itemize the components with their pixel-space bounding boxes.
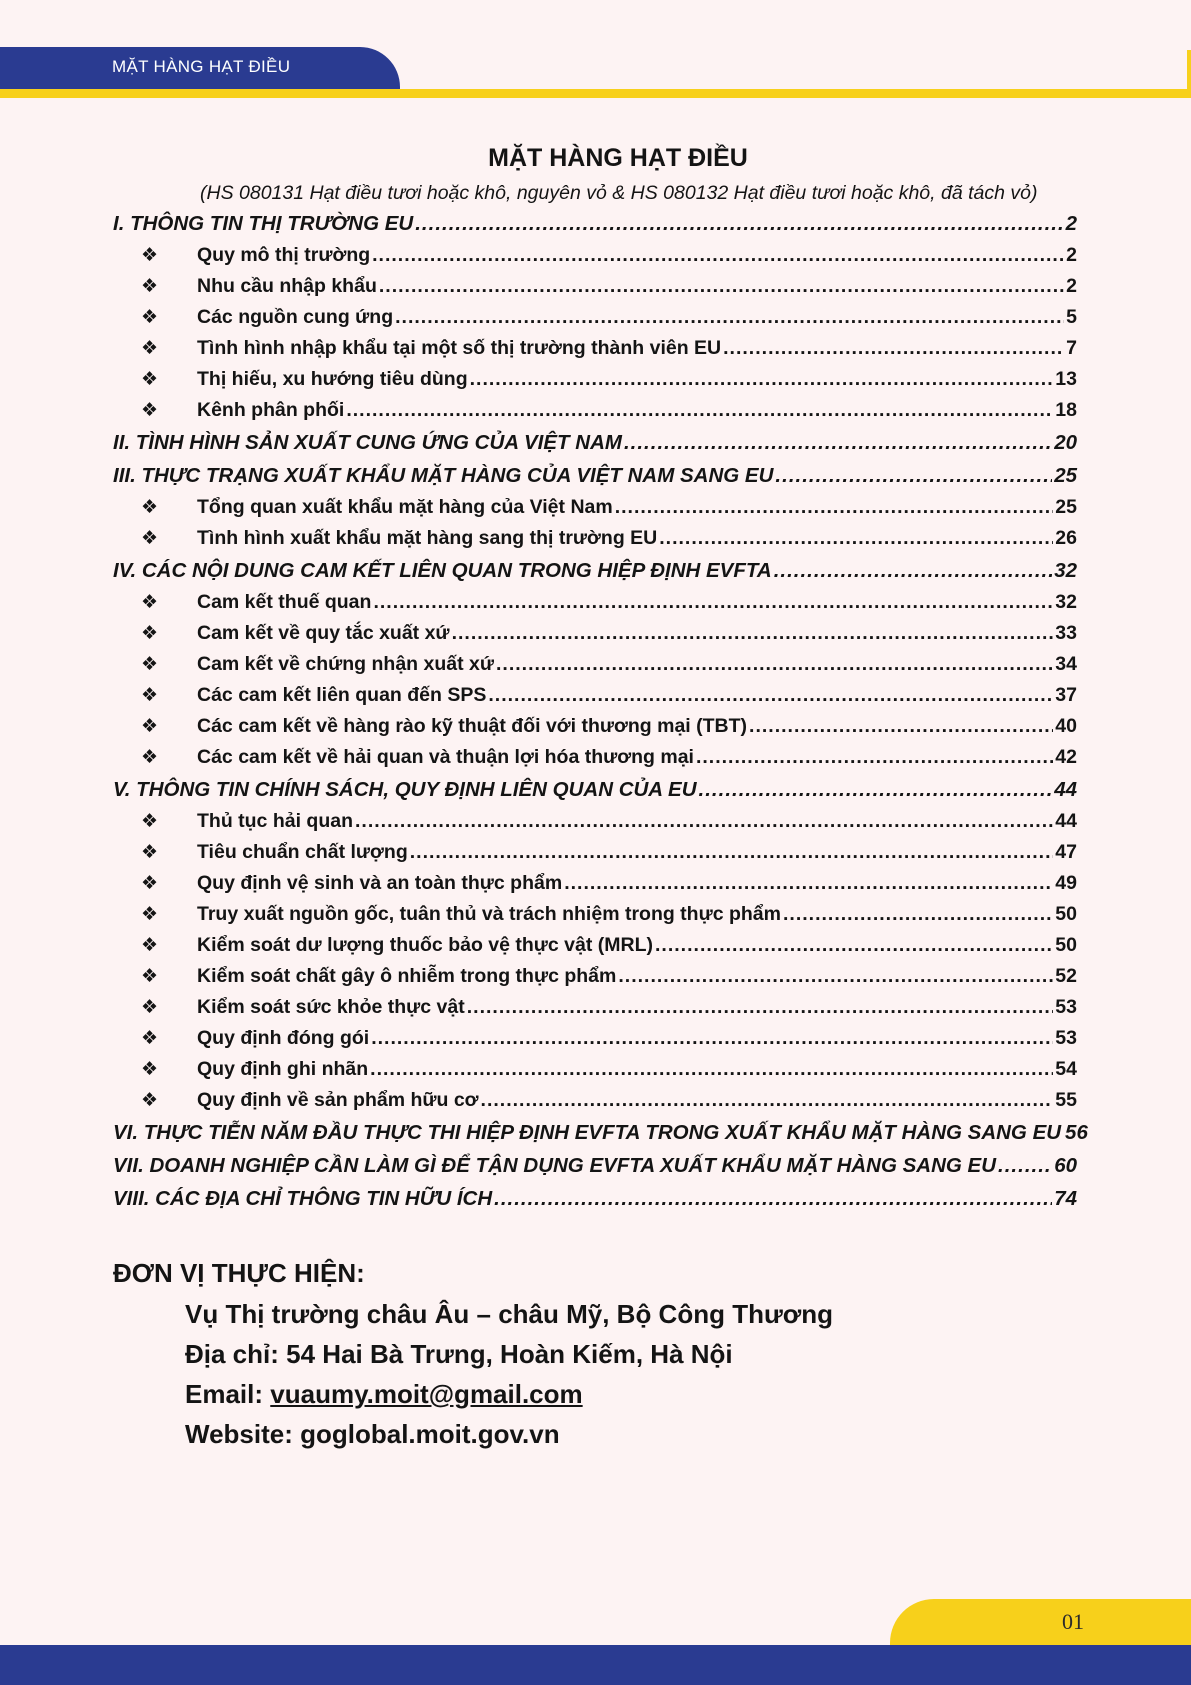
org-email [185,1379,833,1410]
toc-item[interactable] [113,399,1077,430]
address-value: 54 Hai Bà Trưng, Hoàn Kiếm, Hà Nội [286,1339,733,1369]
diamond-bullet-icon: ❖ [141,276,159,297]
page-number-tab [890,1599,1191,1649]
toc-section[interactable] [113,463,1077,496]
dot-leader [488,686,1053,706]
dot-leader [723,339,1064,359]
dot-leader [749,717,1053,737]
header-rule [0,89,1191,98]
dot-leader [494,1189,1052,1210]
page-number: 01 [1062,1609,1084,1634]
toc-label: VII. DOANH NGHIỆP CẦN LÀM GÌ ĐỂ TẬN DỤNG EVFTA XUẤT KHẨU MẶT HÀNG SANG EU [113,1154,997,1177]
toc-item[interactable] [113,810,1077,841]
toc-label: Quy mô thị trường [197,244,371,266]
diamond-bullet-icon: ❖ [141,935,159,956]
toc-item[interactable] [113,903,1077,934]
address-label: Địa chỉ: [185,1339,279,1369]
org-address [185,1339,833,1370]
toc-page-number: 25 [1055,496,1077,518]
dot-leader [624,433,1052,454]
diamond-bullet-icon: ❖ [141,811,159,832]
diamond-bullet-icon: ❖ [141,904,159,925]
toc-label: Tình hình nhập khẩu tại một số thị trường thành viên EU [197,337,722,359]
dot-leader [371,1029,1053,1049]
diamond-bullet-icon: ❖ [141,873,159,894]
diamond-bullet-icon: ❖ [141,685,159,706]
toc-label: I. THÔNG TIN THỊ TRƯỜNG EU [113,212,414,235]
toc-item[interactable] [113,244,1077,275]
diamond-bullet-icon: ❖ [141,997,159,1018]
diamond-bullet-icon: ❖ [141,1028,159,1049]
toc-section[interactable] [113,558,1077,591]
toc-item[interactable] [113,306,1077,337]
toc-label: Các cam kết liên quan đến SPS [197,684,487,706]
dot-leader [373,593,1053,613]
toc-section[interactable] [113,777,1077,810]
toc-page-number: 2 [1066,244,1077,266]
toc-label: Các nguồn cung ứng [197,306,394,328]
diamond-bullet-icon: ❖ [141,338,159,359]
page-title: MẶT HÀNG HẠT ĐIỀU [488,144,748,172]
toc-item[interactable] [113,1027,1077,1058]
toc-label: Kiểm soát dư lượng thuốc bảo vệ thực vật (MRL) [197,934,654,956]
org-name: Vụ Thị trường châu Âu – châu Mỹ, Bộ Công Thương [185,1299,834,1329]
dot-leader [783,905,1053,925]
website-label: Website: [185,1419,293,1449]
toc-label: Cam kết về chứng nhận xuất xứ [197,653,494,675]
toc-item[interactable] [113,746,1077,777]
toc-label: Kiểm soát sức khỏe thực vật [197,996,465,1018]
toc-item[interactable] [113,1058,1077,1089]
header-tab-label: MẶT HÀNG HẠT ĐIỀU [112,57,291,76]
toc-page-number: 50 [1055,903,1077,925]
dot-leader [699,780,1053,801]
toc-label: Các cam kết về hải quan và thuận lợi hóa thương mại [197,746,694,768]
toc-label: Quy định vệ sinh và an toàn thực phẩm [197,872,563,894]
toc-page-number: 20 [1054,431,1077,454]
toc-item[interactable] [113,275,1077,306]
diamond-bullet-icon: ❖ [141,369,159,390]
toc-label: Cam kết về quy tắc xuất xứ [197,622,450,644]
org-website [185,1419,833,1450]
dot-leader [618,967,1053,987]
dot-leader [355,812,1053,832]
toc-item[interactable] [113,715,1077,746]
toc-item[interactable] [113,653,1077,684]
dot-leader [395,308,1064,328]
toc-item[interactable] [113,496,1077,527]
toc-page-number: 26 [1055,527,1077,549]
organization-block [113,1258,833,1459]
email-label: Email: [185,1379,264,1409]
toc-page-number: 54 [1055,1058,1077,1080]
toc-item[interactable] [113,622,1077,653]
toc-item[interactable] [113,934,1077,965]
toc-page-number: 53 [1055,1027,1077,1049]
dot-leader [346,401,1053,421]
dot-leader [410,843,1054,863]
toc-page-number: 5 [1066,306,1077,328]
diamond-bullet-icon: ❖ [141,842,159,863]
toc-label: Kiểm soát chất gây ô nhiễm trong thực phẩm [197,965,617,987]
toc-page-number: 2 [1066,275,1077,297]
dot-leader [775,466,1052,487]
toc-label: Kênh phân phối [197,399,345,421]
toc-page-number: 53 [1055,996,1077,1018]
toc-item[interactable] [113,591,1077,622]
org-heading: ĐƠN VỊ THỰC HIỆN: [113,1258,365,1288]
toc-item[interactable] [113,337,1077,368]
toc-page-number: 47 [1055,841,1077,863]
toc-label: Nhu cầu nhập khẩu [197,275,377,297]
dot-leader [470,370,1054,390]
dot-leader [415,214,1063,235]
toc-page-number: 25 [1054,464,1077,487]
diamond-bullet-icon: ❖ [141,497,159,518]
website-value: goglobal.moit.gov.vn [300,1419,560,1449]
diamond-bullet-icon: ❖ [141,400,159,421]
email-link[interactable]: vuaumy.moit@gmail.com [270,1379,583,1409]
toc-page-number: 32 [1054,559,1077,582]
toc-section[interactable] [113,1120,1088,1153]
diamond-bullet-icon: ❖ [141,654,159,675]
toc-page-number: 18 [1055,399,1077,421]
toc-label: Các cam kết về hàng rào kỹ thuật đối với thương mại (TBT) [197,715,748,737]
diamond-bullet-icon: ❖ [141,307,159,328]
page-subtitle: (HS 080131 Hạt điều tươi hoặc khô, nguyên vỏ & HS 080132 Hạt điều tươi hoặc khô, đã tách vỏ) [200,182,1038,204]
dot-leader [659,529,1053,549]
toc-section[interactable] [113,430,1077,463]
toc-page-number: 60 [1054,1154,1077,1177]
toc-label: VI. THỰC TIỄN NĂM ĐẦU THỰC THI HIỆP ĐỊNH EVFTA TRONG XUẤT KHẨU MẶT HÀNG SANG EU [113,1121,1062,1144]
toc-label: Thị hiếu, xu hướng tiêu dùng [197,368,468,390]
dot-leader [379,277,1064,297]
dot-leader [481,1091,1054,1111]
toc-label: Tiêu chuẩn chất lượng [197,841,408,863]
toc-page-number: 50 [1055,934,1077,956]
toc-page-number: 34 [1055,653,1077,675]
footer-bar [0,1645,1191,1685]
toc-page-number: 44 [1055,810,1077,832]
toc-label: Cam kết thuế quan [197,591,372,613]
toc-label: Quy định về sản phẩm hữu cơ [197,1089,479,1111]
toc-label: V. THÔNG TIN CHÍNH SÁCH, QUY ĐỊNH LIÊN QUAN CỦA EU [113,778,697,801]
toc-label: III. THỰC TRẠNG XUẤT KHẨU MẶT HÀNG CỦA VIỆT NAM SANG EU [113,464,774,487]
toc-page-number: 13 [1055,368,1077,390]
toc-page-number: 33 [1055,622,1077,644]
dot-leader [774,561,1053,582]
toc-page-number: 40 [1055,715,1077,737]
toc-item[interactable] [113,872,1077,903]
toc-item[interactable] [113,996,1077,1027]
dot-leader [370,1060,1053,1080]
diamond-bullet-icon: ❖ [141,245,159,266]
toc-page-number: 2 [1065,212,1077,235]
toc-item[interactable] [113,684,1077,715]
diamond-bullet-icon: ❖ [141,1059,159,1080]
toc-label: Tình hình xuất khẩu mặt hàng sang thị trường EU [197,527,658,549]
toc-page-number: 52 [1055,965,1077,987]
dot-leader [372,246,1064,266]
dot-leader [564,874,1053,894]
dot-leader [452,624,1054,644]
header-right-accent [1187,50,1191,90]
toc-section[interactable] [113,1186,1077,1219]
dot-leader [615,498,1054,518]
diamond-bullet-icon: ❖ [141,528,159,549]
diamond-bullet-icon: ❖ [141,623,159,644]
toc-item[interactable] [113,1089,1077,1120]
toc-page-number: 74 [1054,1187,1077,1210]
dot-leader [496,655,1053,675]
toc-item[interactable] [113,527,1077,558]
toc-page-number: 49 [1055,872,1077,894]
toc-page-number: 7 [1066,337,1077,359]
toc-label: Thủ tục hải quan [197,810,353,832]
diamond-bullet-icon: ❖ [141,592,159,613]
diamond-bullet-icon: ❖ [141,966,159,987]
toc-section[interactable] [113,1153,1077,1186]
toc-label: Quy định ghi nhãn [197,1058,369,1080]
toc-page-number: 55 [1055,1089,1077,1111]
dot-leader [467,998,1054,1018]
toc-page-number: 56 [1065,1121,1088,1144]
toc-label: Truy xuất nguồn gốc, tuân thủ và trách nhiệm trong thực phẩm [197,903,781,925]
toc-item[interactable] [113,368,1077,399]
diamond-bullet-icon: ❖ [141,747,159,768]
toc-label: II. TÌNH HÌNH SẢN XUẤT CUNG ỨNG CỦA VIỆT NAM [113,431,622,454]
toc-item[interactable] [113,965,1077,996]
toc-label: VIII. CÁC ĐỊA CHỈ THÔNG TIN HỮU ÍCH [113,1187,493,1210]
toc-page-number: 37 [1055,684,1077,706]
toc-section[interactable] [113,211,1077,244]
dot-leader [998,1156,1052,1177]
toc-label: Quy định đóng gói [197,1027,370,1049]
toc-label: Tổng quan xuất khẩu mặt hàng của Việt Nam [197,496,613,518]
header-tab [0,47,400,89]
toc-page-number: 42 [1055,746,1077,768]
toc-label: IV. CÁC NỘI DUNG CAM KẾT LIÊN QUAN TRONG HIỆP ĐỊNH EVFTA [113,559,772,582]
table-of-contents [113,211,1088,1219]
dot-leader [655,936,1053,956]
toc-item[interactable] [113,841,1077,872]
dot-leader [696,748,1053,768]
diamond-bullet-icon: ❖ [141,1090,159,1111]
toc-page-number: 32 [1055,591,1077,613]
diamond-bullet-icon: ❖ [141,716,159,737]
toc-page-number: 44 [1054,778,1077,801]
